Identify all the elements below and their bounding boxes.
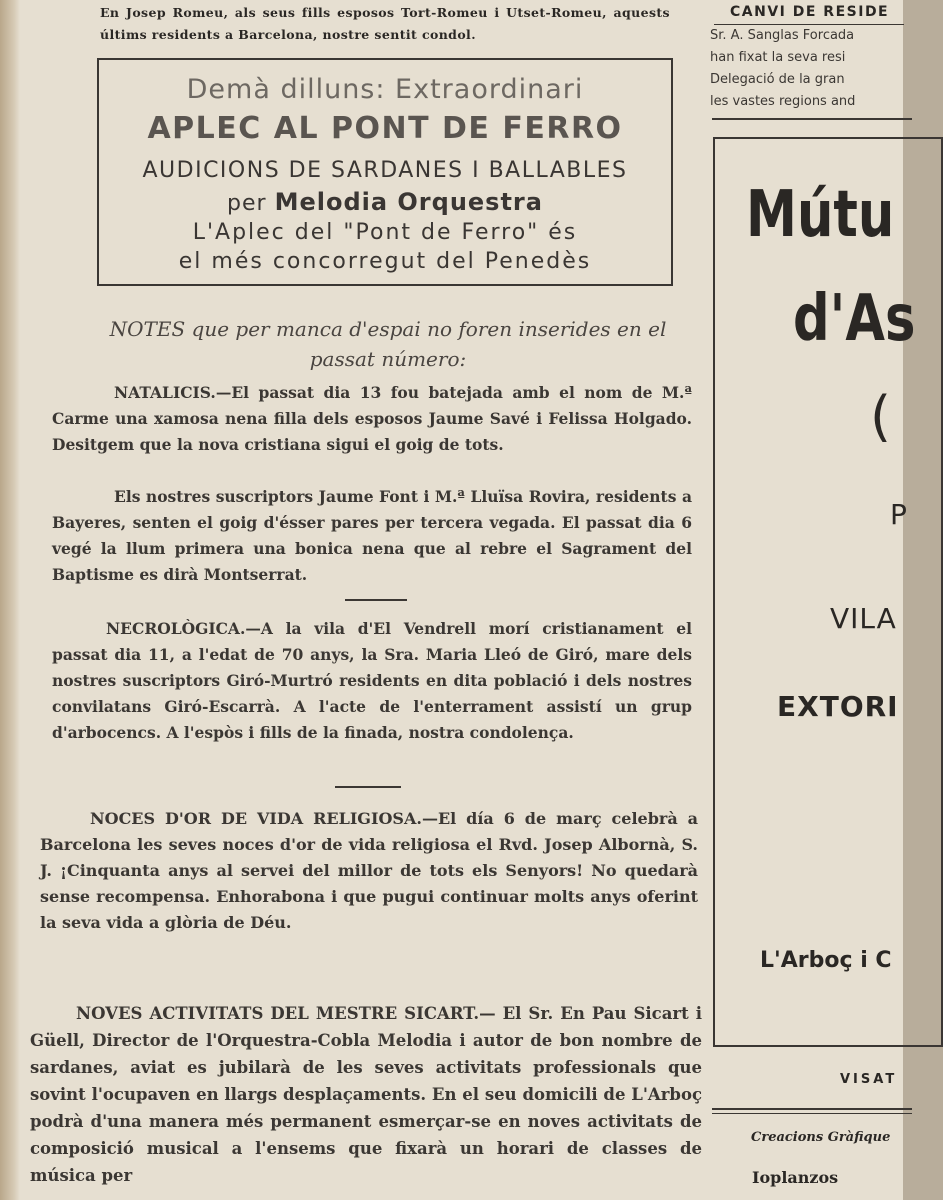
mutua-letter: P bbox=[890, 498, 907, 531]
article-natalicis bbox=[52, 380, 692, 458]
ad-line-6: el més concorregut del Penedès bbox=[178, 249, 592, 274]
page-edge bbox=[0, 0, 20, 1200]
column-text-line: han fixat la seva resi bbox=[710, 50, 846, 65]
article-heading: NOVES ACTIVITATS DEL MESTRE SICART. bbox=[76, 1004, 480, 1023]
column-text-line: Delegació de la gran bbox=[710, 72, 845, 87]
article-body: —El día 6 de març celebrà a Barcelona les seves noces d'or de vida religiosa el Rvd. Josep Albornà, S. J. ¡Cinquanta anys al servei del millor de tots els Senyors! No quedarà sense recompensa. Enhorabona i que pugui continuar molts anys oferint la seva vida a glòria de Déu. bbox=[40, 809, 698, 932]
mutua-arboc: L'Arboç i C bbox=[760, 948, 892, 973]
column-rule bbox=[712, 1113, 912, 1114]
article-heading: NATALICIS. bbox=[114, 383, 216, 402]
column-rule bbox=[712, 118, 912, 120]
column-text-line: les vastes regions and bbox=[710, 94, 856, 109]
mutua-title-line-2: d'As bbox=[793, 282, 916, 356]
article-births-2 bbox=[52, 484, 692, 588]
mutua-advertisement bbox=[713, 137, 943, 1047]
mutua-vila: VILA bbox=[830, 602, 897, 635]
mutua-title-line-1: Mútu bbox=[746, 178, 895, 252]
article-heading: NECROLÒGICA. bbox=[106, 619, 246, 638]
separator-rule bbox=[335, 786, 401, 788]
column-text-line: Sr. A. Sanglas Forcada bbox=[710, 28, 855, 43]
article-noces-dor bbox=[40, 806, 698, 936]
column-rule bbox=[714, 24, 904, 25]
visat-label: VISAT bbox=[840, 1072, 898, 1087]
article-necrologica bbox=[52, 616, 692, 746]
article-sicart bbox=[30, 1000, 702, 1189]
top-notice: En Josep Romeu, als seus fills esposos Tort-Romeu i Utset-Romeu, aquests últims residents a Barcelona, nostre sentit condol. bbox=[100, 5, 670, 42]
ad-line-4 bbox=[99, 188, 671, 216]
article-body: Els nostres suscriptors Jaume Font i M.ª Lluïsa Rovira, residents a Bayeres, senten el goig d'ésser pares per tercera vegada. El passat dia 6 vegé la llum primera una bonica nena que al rebre el Sagrament del Baptisme es dirà Montserrat. bbox=[52, 487, 692, 584]
mutua-bracket: ( bbox=[870, 385, 892, 448]
article-body: —El passat dia 13 fou batejada amb el nom de M.ª Carme una xamosa nena filla dels esposos Jaume Savé i Felissa Holgado. Desitgem que la nova cristiana sigui el goig de tots. bbox=[52, 383, 692, 454]
aplec-advertisement bbox=[97, 58, 673, 286]
mutua-extor: EXTORI bbox=[777, 690, 899, 723]
column-bottom-text: Ioplanzos bbox=[752, 1168, 839, 1187]
article-heading: NOCES D'OR DE VIDA RELIGIOSA. bbox=[90, 809, 422, 828]
column-rule bbox=[712, 1108, 912, 1110]
residence-change-heading: CANVI DE RESIDE bbox=[730, 4, 890, 20]
article-body: —A la vila d'El Vendrell morí cristianament el passat dia 11, a l'edat de 70 anys, la Sra. Maria Lleó de Giró, mare dels nostres suscriptors Giró-Murtró residents en dita població i dels nostres convilatans Giró-Escarrà. A l'acte de l'enterrament assistí un grup d'arbocencs. A l'espòs i fills de la finada, nostra condolença. bbox=[52, 619, 692, 742]
article-body: — El Sr. En Pau Sicart i Güell, Director de l'Orquestra-Cobla Melodia i autor de bon nombre de sardanes, aviat es jubilarà de les seves activitats professionals que sovint l'ocupaven en llargs desplaçaments. En el seu domicili de L'Arboç podrà d'una manera més permanent esmerçar-se en noves activitats de composició musical a l'ensems que fixarà un horari de classes de música per bbox=[30, 1004, 702, 1185]
separator-rule bbox=[345, 599, 407, 601]
ad-orchestra-name: Melodia Orquestra bbox=[274, 188, 543, 216]
ad-line-3: AUDICIONS DE SARDANES I BALLABLES bbox=[142, 158, 628, 183]
ad-line-1: Demà dilluns: Extraordinari bbox=[186, 74, 584, 105]
notes-heading: NOTES que per manca d'espai no foren inserides en el passat número: bbox=[109, 317, 667, 371]
ad-line-5: L'Aplec del "Pont de Ferro" és bbox=[192, 220, 578, 245]
ad-line-4-prefix: per bbox=[227, 191, 267, 216]
creacions-label: Creacions Gràfique bbox=[751, 1130, 891, 1145]
right-column bbox=[700, 0, 916, 1200]
ad-line-2: APLEC AL PONT DE FERRO bbox=[147, 111, 623, 146]
